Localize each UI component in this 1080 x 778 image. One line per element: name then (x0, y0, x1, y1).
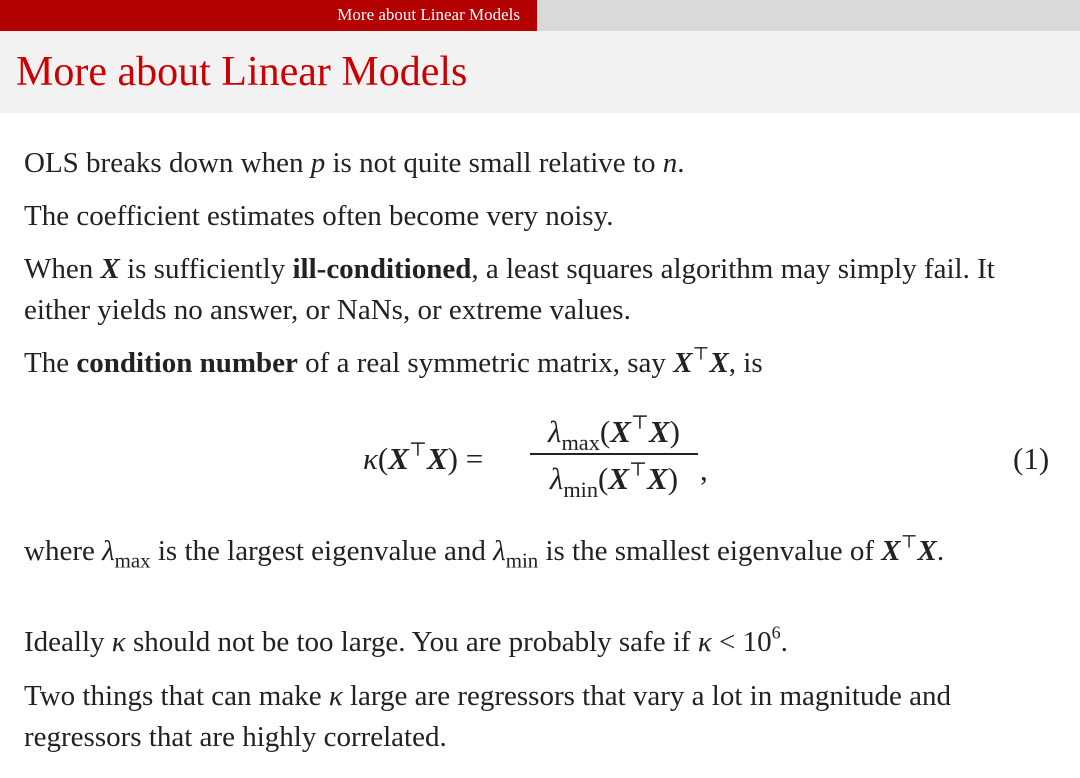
math-lambda: λ (102, 535, 115, 567)
math-paren: ) (447, 441, 458, 476)
math-paren: ) (669, 414, 680, 449)
math-paren: ) (667, 461, 679, 496)
math-transpose: ⊤ (629, 459, 648, 481)
paragraph-ill-conditioned (24, 249, 1059, 331)
math-sub-min: min (505, 548, 539, 573)
text: . (780, 626, 788, 658)
math-matrix-x: X (426, 441, 448, 476)
text: should not be too large. You are probably safe if (125, 626, 698, 658)
math-kappa: κ (697, 626, 712, 658)
math-kappa: κ (328, 680, 343, 712)
math-kappa: κ (111, 626, 126, 658)
math-kappa: κ (363, 441, 378, 476)
math-paren: ( (377, 441, 389, 476)
text: . (677, 147, 685, 179)
math-equals: = (457, 441, 484, 476)
math-matrix-x: X (100, 253, 120, 285)
paragraph-condition-number (24, 343, 763, 384)
math-matrix-x: X (881, 535, 901, 567)
paragraph-kappa-threshold (24, 622, 788, 663)
term-condition-number: condition number (76, 347, 298, 379)
math-paren: ( (599, 414, 611, 449)
paragraph-ols-breakdown (24, 143, 684, 184)
math-matrix-x: X (673, 347, 693, 379)
text: , a least squares algorithm may simply fail. It either yields no answer, or NaNs, or extreme values. (24, 253, 995, 326)
text: is sufficiently (119, 253, 293, 285)
math-matrix-x: X (647, 461, 668, 496)
text: where (24, 535, 103, 567)
paragraph-large-kappa-causes (24, 676, 1059, 758)
text: of a real symmetric matrix, say (297, 347, 674, 379)
text: . (936, 535, 945, 567)
equation-comma: , (700, 452, 708, 487)
text: is the smallest eigenvalue of (538, 535, 882, 567)
math-lambda: λ (493, 535, 506, 567)
text: Two things that can make (24, 680, 329, 712)
math-exponent: 6 (771, 622, 781, 643)
math-inequality: < 10 (711, 626, 772, 658)
math-transpose: ⊤ (408, 439, 427, 461)
math-matrix-x: X (648, 414, 670, 449)
math-matrix-x: X (709, 347, 729, 379)
equation-number: (1) (1013, 441, 1050, 476)
title-band (0, 31, 1080, 113)
math-transpose: ⊤ (692, 343, 710, 364)
term-ill-conditioned: ill-conditioned (292, 253, 472, 285)
text: Ideally (24, 626, 112, 658)
math-sub-max: max (561, 429, 600, 455)
text: is the largest eigenvalue and (150, 535, 494, 567)
paragraph-eigenvalues (24, 531, 944, 572)
fraction-denominator (530, 459, 698, 502)
paragraph-noisy-estimates: The coefficient estimates often become very noisy. (24, 200, 614, 232)
text: , is (728, 347, 763, 379)
page-title: More about Linear Models (16, 49, 468, 95)
math-lambda: λ (549, 461, 564, 496)
math-matrix-x: X (608, 461, 630, 496)
text: OLS breaks down when (24, 147, 311, 179)
fraction-numerator (530, 412, 698, 455)
math-sub-max: max (114, 548, 151, 573)
header-bar (0, 0, 1080, 31)
equation-condition-number (0, 406, 1080, 516)
math-matrix-x: X (917, 535, 937, 567)
math-p: p (310, 147, 326, 179)
text: When (24, 253, 101, 285)
math-transpose: ⊤ (630, 412, 649, 434)
text: large are regressors that vary a lot in magnitude and regressors that are highly correlated. (24, 680, 951, 753)
equation-fraction (530, 412, 698, 502)
text: is not quite small relative to (325, 147, 663, 179)
math-sub-min: min (563, 476, 599, 502)
math-n: n (662, 147, 678, 179)
math-matrix-x: X (388, 441, 409, 476)
math-lambda: λ (548, 414, 562, 449)
math-transpose: ⊤ (900, 531, 918, 552)
math-matrix-x: X (610, 414, 631, 449)
text: The (24, 347, 77, 379)
equation-lhs (363, 441, 483, 477)
math-paren: ( (598, 461, 609, 496)
section-tab: More about Linear Models (0, 0, 537, 31)
fraction-bar (530, 453, 698, 455)
